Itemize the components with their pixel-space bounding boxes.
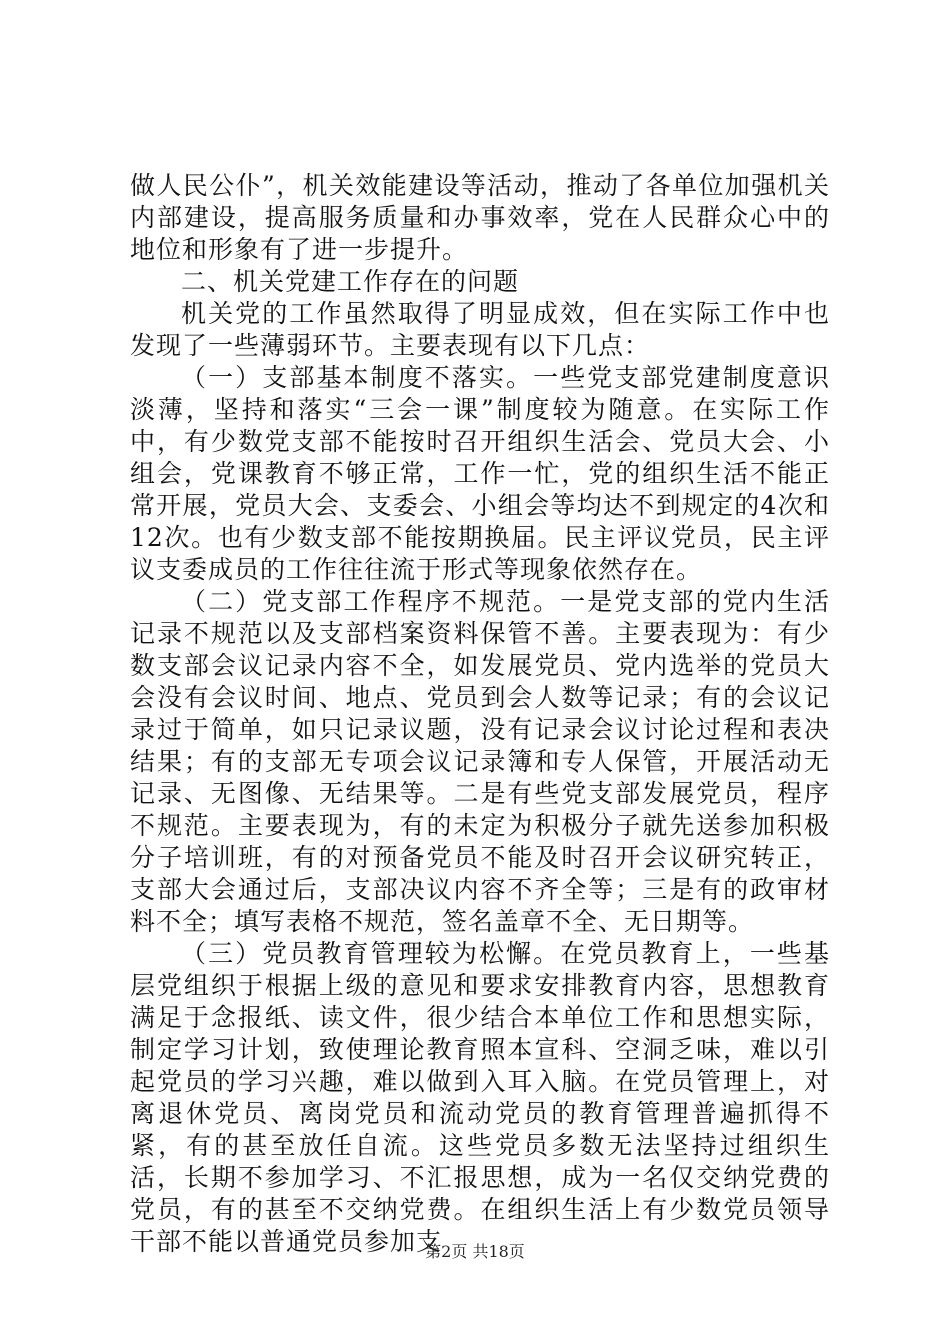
paragraph-item-3: （三）党员教育管理较为松懈。在党员教育上，一些基层党组织于根据上级的意见和要求安排教育内容，思想教育满足于念报纸、读文件，很少结合本单位工作和思想实际，制定学习计划，致使理论教育照本宣科、空洞乏味，难以引起党员的学习兴趣，难以做到入耳入脑。在党员管理上，对离退休党员、离岗党员和流动党员的教育管理普遍抓得不紧，有的甚至放任自流。这些党员多数无法坚持过组织生活，长期不参加学习、不汇报思想，成为一名仅交纳党费的党员，有的甚至不交纳党费。在组织生活上有少数党员领导干部不能以普通党员参加支	[130, 939, 830, 1256]
document-body	[130, 170, 830, 1258]
paragraph-intro: 机关党的工作虽然取得了明显成效，但在实际工作中也发现了一些薄弱环节。主要表现有以下几点：	[130, 299, 830, 360]
paragraph-item-2: （二）党支部工作程序不规范。一是党支部的党内生活记录不规范以及支部档案资料保管不善。主要表现为：有少数支部会议记录内容不全，如发展党员、党内选举的党员大会没有会议时间、地点、党员到会人数等记录；有的会议记录过于简单，如只记录议题，没有记录会议讨论过程和表决结果；有的支部无专项会议记录簿和专人保管，开展活动无记录、无图像、无结果等。二是有些党支部发展党员，程序不规范。主要表现为，有的未定为积极分子就先送参加积极分子培训班，有的对预备党员不能及时召开会议研究转正，支部大会通过后，支部决议内容不齐全等；三是有的政审材料不全；填写表格不规范，签名盖章不全、无日期等。	[130, 587, 830, 936]
paragraph-item-1: （一）支部基本制度不落实。一些党支部党建制度意识淡薄，坚持和落实“三会一课”制度较为随意。在实际工作中，有少数党支部不能按时召开组织生活会、党员大会、小组会，党课教育不够正常，工作一忙，党的组织生活不能正常开展，党员大会、支委会、小组会等均达不到规定的4次和12次。也有少数支部不能按期换届。民主评议党员，民主评议支委成员的工作往往流于形式等现象依然存在。	[130, 363, 830, 584]
section-heading: 二、机关党建工作存在的问题	[181, 267, 520, 296]
paragraph-continuation: 做人民公仆”，机关效能建设等活动，推动了各单位加强机关内部建设，提高服务质量和办事效率，党在人民群众心中的地位和形象有了进一步提升。	[130, 171, 830, 264]
page-footer: 第2页 共18页	[425, 1242, 525, 1261]
